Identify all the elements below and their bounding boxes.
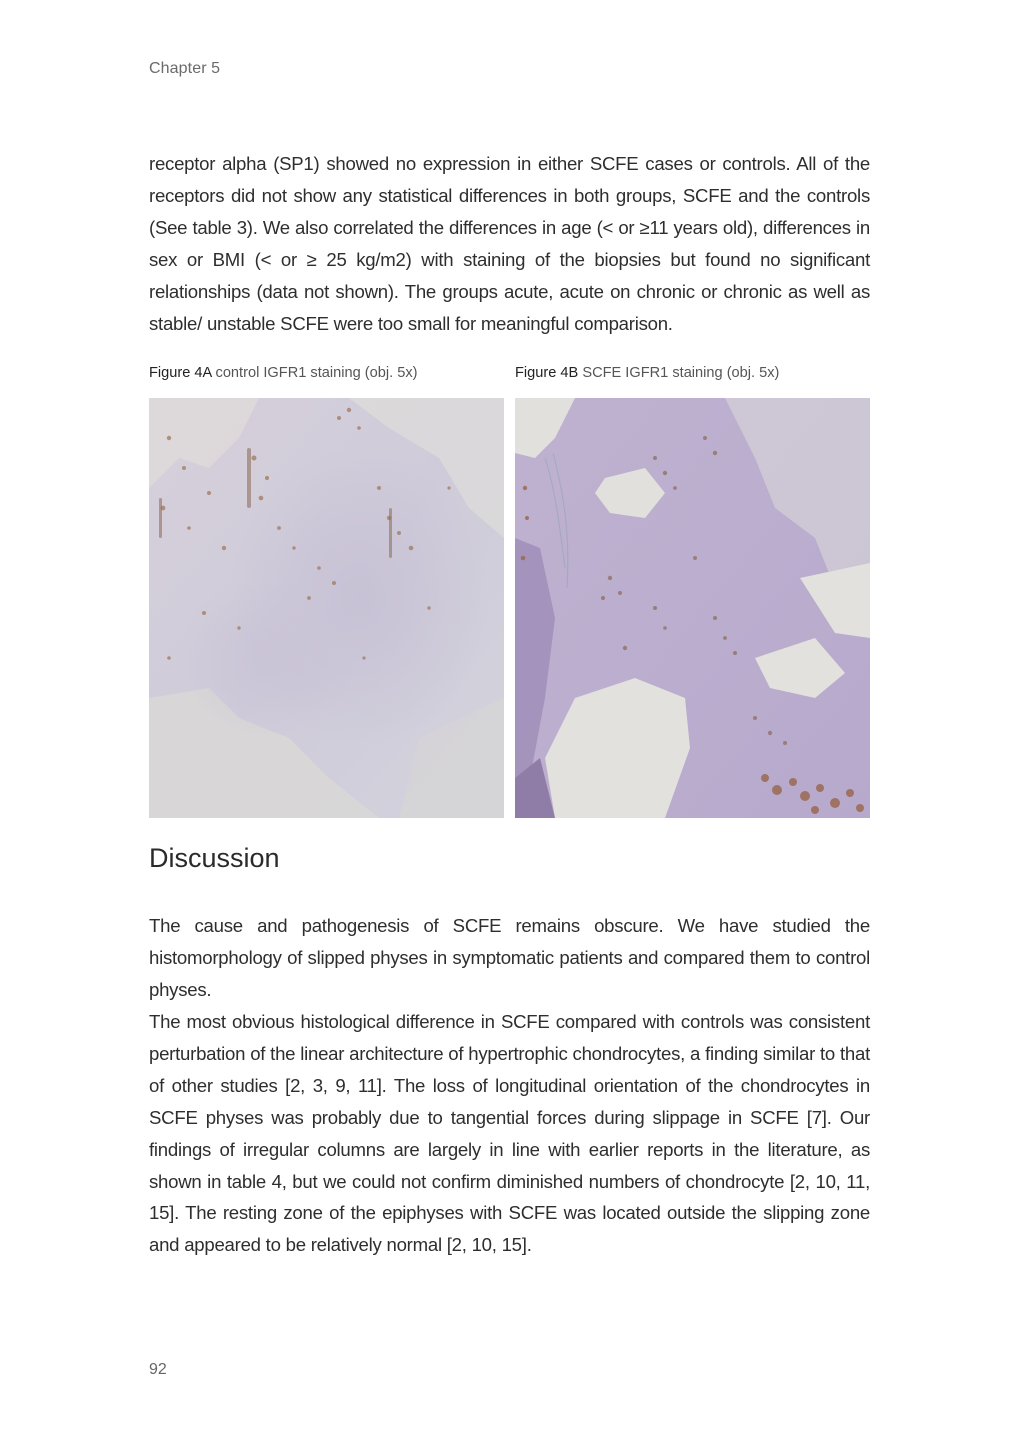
figure-caption-text: SCFE IGFR1 staining (obj. 5x) — [578, 365, 780, 381]
figure-4b-caption — [515, 365, 779, 381]
discussion-paragraph: The most obvious histological difference in SCFE compared with controls was consistent perturbation of the linear architecture of hypertrophic chondrocytes, a finding similar to that of other studies [2, 3, 9, 11]. The loss of longitudinal orientation of the chondrocytes in SCFE physes was probably due to tangential forces during slippage in SCFE [7]. Our findings of irregular columns are largely in line with earlier reports in the literature, as shown in table 4, but we could not confirm diminished numbers of chondrocyte [2, 10, 11, 15]. The resting zone of the epiphyses with SCFE was located outside the slipping zone and appeared to be relatively normal [2, 10, 15]. — [149, 1011, 870, 1256]
body-paragraph: receptor alpha (SP1) showed no expression in either SCFE cases or controls. All of the receptors did not show any statistical differences in both groups, SCFE and the controls (See table 3). We also correlated the differences in age (< or ≥11 years old), differences in sex or BMI (< or ≥ 25 kg/m2) with staining of the biopsies but found no significant relationships (data not shown). The groups acute, acute on chronic or chronic as well as stable/ unstable SCFE were too small for meaningful comparison. — [149, 153, 870, 334]
figure-4a-micrograph — [149, 398, 504, 818]
figure-caption-text: control IGFR1 staining (obj. 5x) — [211, 365, 418, 381]
figure-label: Figure 4B — [515, 365, 579, 381]
figure-4b-micrograph — [515, 398, 870, 818]
figure-4a-caption — [149, 365, 417, 381]
section-heading-discussion: Discussion — [149, 843, 280, 873]
figure-label: Figure 4A — [149, 365, 212, 381]
running-head: Chapter 5 — [149, 60, 221, 77]
page-number: 92 — [149, 1361, 167, 1378]
discussion-paragraph: The cause and pathogenesis of SCFE remains obscure. We have studied the histomorphology of slipped physes in symptomatic patients and compared them to control physes. — [149, 915, 870, 1000]
